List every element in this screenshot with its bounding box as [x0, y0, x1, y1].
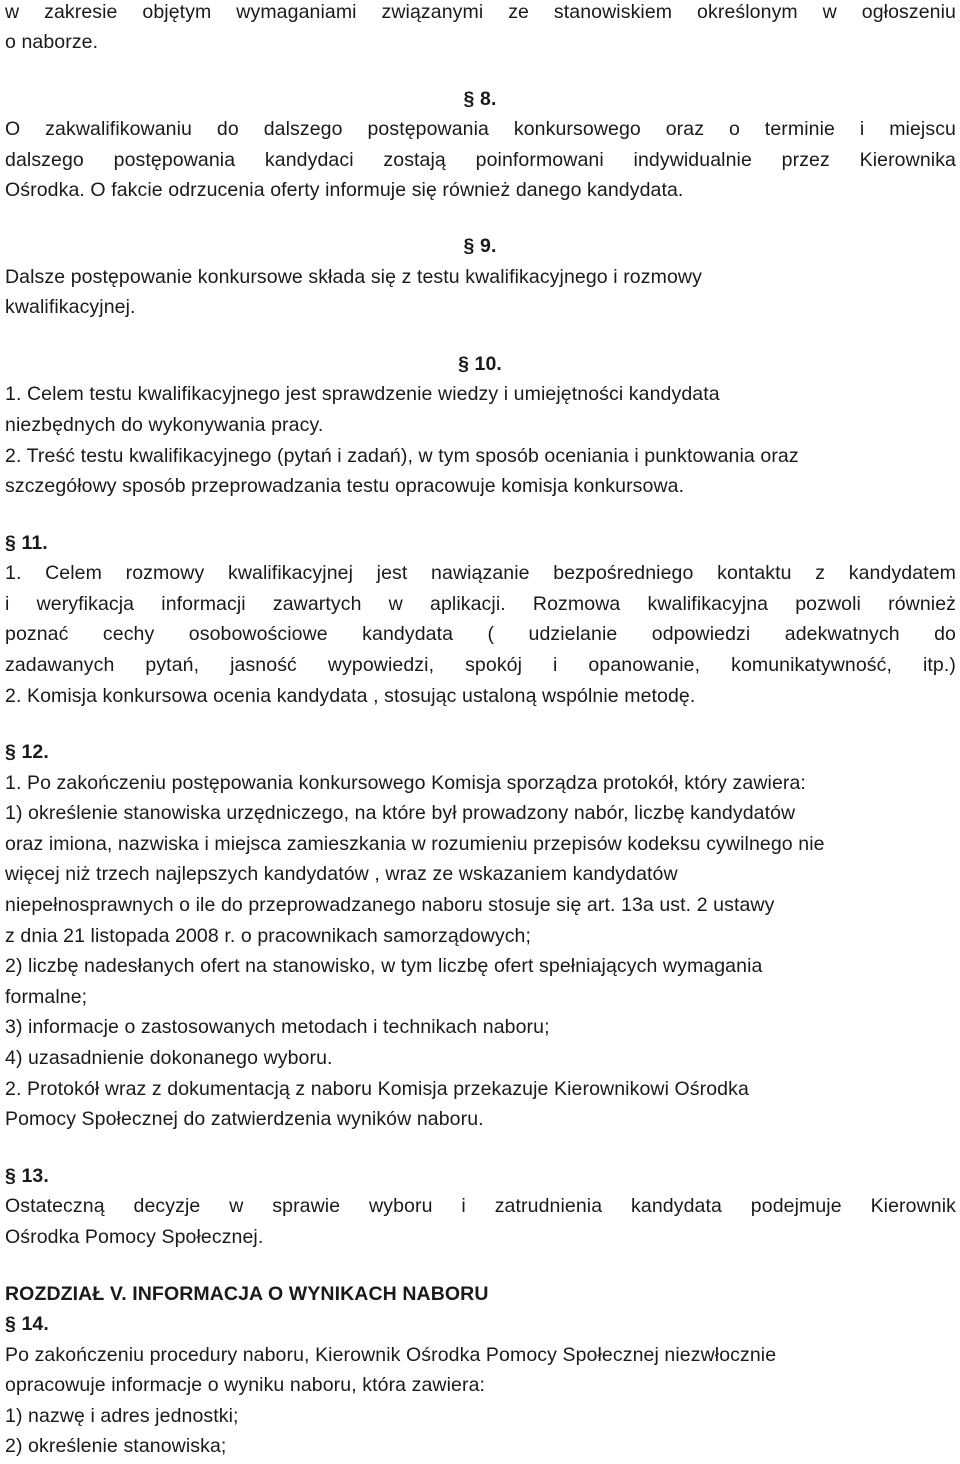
- text-line: O zakwalifikowaniu do dalszego postępowania konkursowego oraz o terminie i miejscu: [5, 118, 956, 140]
- text-line: oraz imiona, nazwiska i miejsca zamieszkania w rozumieniu przepisów kodeksu cywilnego nie: [5, 833, 825, 855]
- text-line: szczegółowy sposób przeprowadzania testu opracowuje komisja konkursowa.: [5, 475, 685, 497]
- text-line: Dalsze postępowanie konkursowe składa się z testu kwalifikacyjnego i rozmowy: [5, 266, 702, 288]
- text-line: zadawanych pytań, jasność wypowiedzi, spokój i opanowanie, komunikatywność, itp.): [5, 654, 956, 676]
- text-line: 2. Protokół wraz z dokumentacją z naboru Komisja przekazuje Kierownikowi Ośrodka: [5, 1078, 749, 1100]
- section-heading: § 11.: [5, 532, 48, 554]
- text-line: Ostateczną decyzje w sprawie wyboru i zatrudnienia kandydata podejmuje Kierownik: [5, 1195, 956, 1217]
- chapter-heading: ROZDZIAŁ V. INFORMACJA O WYNIKACH NABORU: [5, 1283, 489, 1305]
- section-heading: § 10.: [458, 353, 502, 375]
- text-line: 4) uzasadnienie dokonanego wyboru.: [5, 1047, 333, 1069]
- text-line: niepełnosprawnych o ile do przeprowadzanego naboru stosuje się art. 13a ust. 2 ustawy: [5, 894, 775, 916]
- text-line: 1) określenie stanowiska urzędniczego, na które był prowadzony nabór, liczbę kandydatów: [5, 802, 796, 824]
- text-line: więcej niż trzech najlepszych kandydatów , wraz ze wskazaniem kandydatów: [5, 863, 678, 885]
- text-line: 1. Celem testu kwalifikacyjnego jest sprawdzenie wiedzy i umiejętności kandydata: [5, 383, 720, 405]
- text-line: 2) liczbę nadesłanych ofert na stanowisko, w tym liczbę ofert spełniających wymagania: [5, 955, 763, 977]
- text-line: Ośrodka. O fakcie odrzucenia oferty informuje się również danego kandydata.: [5, 179, 684, 201]
- text-line: opracowuje informacje o wyniku naboru, która zawiera:: [5, 1374, 486, 1396]
- text-line: o naborze.: [5, 31, 99, 53]
- text-line: formalne;: [5, 986, 88, 1008]
- text-line: 2. Komisja konkursowa ocenia kandydata , stosując ustaloną wspólnie metodę.: [5, 685, 696, 707]
- text-line: i weryfikacja informacji zawartych w aplikacji. Rozmowa kwalifikacyjna pozwoli również: [5, 593, 956, 615]
- section-heading: § 13.: [5, 1165, 49, 1187]
- text-line: 2. Treść testu kwalifikacyjnego (pytań i zadań), w tym sposób oceniania i punktowania oraz: [5, 445, 799, 467]
- section-heading: § 9.: [463, 235, 497, 257]
- section-heading: § 14.: [5, 1313, 49, 1335]
- text-line: Ośrodka Pomocy Społecznej.: [5, 1226, 264, 1248]
- text-line: 1. Po zakończeniu postępowania konkursowego Komisja sporządza protokół, który zawiera:: [5, 772, 806, 794]
- text-line: z dnia 21 listopada 2008 r. o pracownikach samorządowych;: [5, 925, 532, 947]
- text-line: niezbędnych do wykonywania pracy.: [5, 414, 324, 436]
- text-line: 3) informacje o zastosowanych metodach i technikach naboru;: [5, 1016, 550, 1038]
- text-line: w zakresie objętym wymaganiami związanymi ze stanowiskiem określonym w ogłoszeniu: [5, 1, 956, 23]
- text-line: 1. Celem rozmowy kwalifikacyjnej jest nawiązanie bezpośredniego kontaktu z kandydatem: [5, 562, 956, 584]
- text-line: poznać cechy osobowościowe kandydata ( udzielanie odpowiedzi adekwatnych do: [5, 623, 956, 645]
- text-line: 2) określenie stanowiska;: [5, 1435, 227, 1457]
- text-line: 1) nazwę i adres jednostki;: [5, 1405, 239, 1427]
- text-line: Po zakończeniu procedury naboru, Kierownik Ośrodka Pomocy Społecznej niezwłocznie: [5, 1344, 777, 1366]
- text-line: kwalifikacyjnej.: [5, 296, 136, 318]
- text-line: Pomocy Społecznej do zatwierdzenia wyników naboru.: [5, 1108, 484, 1130]
- section-heading: § 12.: [5, 741, 49, 763]
- text-line: dalszego postępowania kandydaci zostają poinformowani indywidualnie przez Kierownika: [5, 149, 956, 171]
- section-heading: § 8.: [463, 88, 497, 110]
